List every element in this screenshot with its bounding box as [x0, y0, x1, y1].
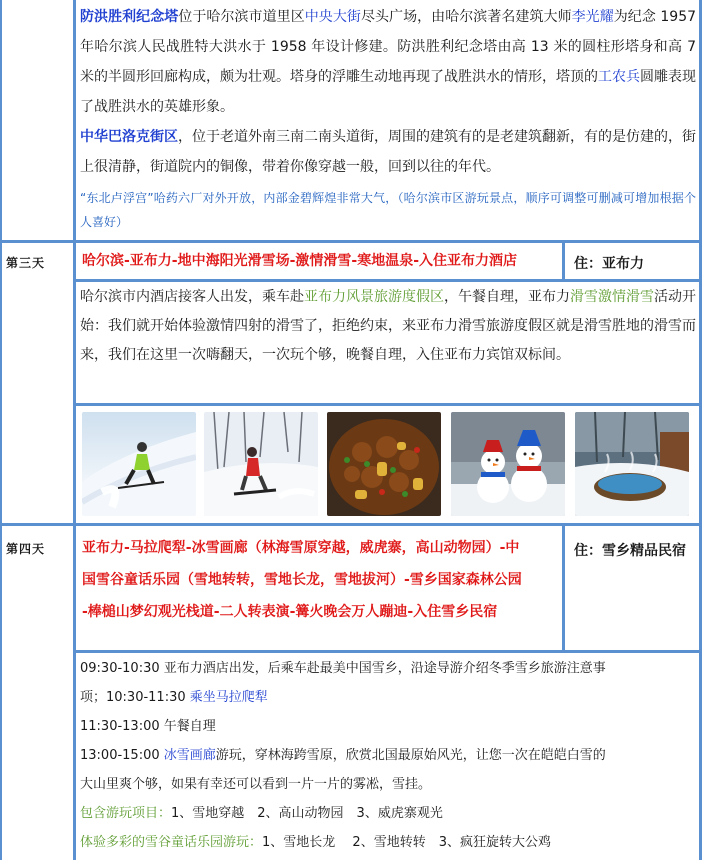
yabuli-resort-name: 亚布力风景旅游度假区 [304, 289, 444, 305]
day4-schedule [80, 654, 696, 857]
included-items-label: 包含游玩项目： [80, 806, 172, 821]
day3-route: 哈尔滨-亚布力-地中海阳光滑雪场-激情滑雪-寒地温泉-入住亚布力酒店 [82, 253, 518, 269]
ski-activity-name: 滑雪激情滑雪 [570, 289, 654, 305]
schedule-line: 11:30-13:00 午餐自理 [80, 719, 216, 734]
baroque-street-text: ，位于老道外南三南二南头道街，周围的建筑有的是老建筑翻新，有的是仿建的，街上很清静，街道院内的铜像，带着你像穿越一般，回到以往的年代。 [80, 129, 696, 175]
braised-chicken-photo [327, 412, 441, 516]
day3-desc-text: 活动开始：我们就开始体验激情四射的滑雪了，拒绝约束，来亚布力滑雪旅游度假区就是滑雪胜地的滑雪而来，我们在这里一次嗨翻天，一次玩个够，晚餐自理，入住亚布力宾馆双标间。 [80, 289, 696, 363]
snow-valley-items: 1、雪地长龙 2、雪地转转 3、疯狂旋转大公鸡 [262, 835, 551, 850]
day4-stay: 住：雪乡精品民宿 [574, 543, 686, 559]
day3-label: 第三天 [6, 256, 46, 270]
skier-photo [82, 412, 196, 516]
day3-stay: 住：亚布力 [574, 256, 644, 272]
schedule-text: 项；10:30-11:30 [80, 690, 190, 705]
horse-sleigh-activity: 乘坐马拉爬犁 [189, 690, 268, 705]
schedule-text: 13:00-15:00 [80, 748, 164, 763]
schedule-line [80, 828, 696, 857]
pharma-factory-note [80, 186, 696, 234]
note-text: “东北卢浮宫”哈药六厂对外开放，内部金碧辉煌非常大气，（哈尔滨市区游玩景点，顺序可调整可删减可增加根据个人喜好） [80, 191, 696, 229]
row-divider [73, 650, 702, 653]
architect-name: 李光耀 [571, 9, 614, 25]
day4-label: 第四天 [6, 542, 46, 556]
flood-memorial-text: 尽头广场，由哈尔滨著名建筑大师 [360, 9, 572, 25]
day4-route-line: -棒槌山梦幻观光栈道-二人转表演-篝火晚会万人蹦迪-入住雪乡民宿 [82, 604, 498, 620]
day3-desc-text: ，午餐自理，亚布力 [444, 289, 570, 305]
table-border-day-column [73, 0, 76, 860]
day3-description [80, 283, 696, 370]
flood-memorial-paragraph [80, 2, 696, 122]
snowboarder-photo [204, 412, 318, 516]
statue-name: 工农兵 [598, 69, 640, 85]
day4-route [82, 532, 554, 628]
schedule-line [80, 683, 696, 712]
table-border-left [0, 0, 2, 860]
snow-valley-label: 体验多彩的雪谷童话乐园游玩： [80, 835, 263, 850]
central-street-link: 中央大街 [304, 9, 361, 25]
table-border-stay-column-day4 [562, 526, 565, 651]
baroque-street-paragraph [80, 122, 696, 182]
day4-route-line: 亚布力-马拉爬犁-冰雪画廊（林海雪原穿越，威虎寨，高山动物园）-中 [82, 540, 520, 556]
flood-memorial-name: 防洪胜利纪念塔 [80, 9, 179, 25]
included-items-list: 1、雪地穿越 2、高山动物园 3、威虎寨观光 [171, 806, 443, 821]
ice-snow-gallery-name: 冰雪画廊 [163, 748, 216, 763]
row-divider [73, 403, 702, 406]
schedule-line: 09:30-10:30 亚布力酒店出发，后乘车赴最美中国雪乡，沿途导游介绍冬季雪乡旅游注意事 [80, 661, 606, 676]
flood-memorial-text: 位于哈尔滨市道里区 [178, 9, 305, 25]
schedule-line [80, 741, 696, 770]
day3-desc-text: 哈尔滨市内酒店接客人出发，乘车赴 [80, 289, 304, 305]
flood-memorial-text: 圆雕表现了战胜洪水的英雄形象。 [80, 69, 696, 115]
snowman-photo [451, 412, 565, 516]
flood-memorial-text: 为纪念 1957 年哈尔滨人民战胜特大洪水于 1958 年设计修建。防洪胜利纪念塔由高 13 米的圆柱形塔身和高 7 米的半圆形回廊构成，颇为壮观。塔身的浮雕生动地再现了战胜洪水的情形，塔顶的 [80, 9, 697, 85]
schedule-line: 大山里爽个够，如果有幸还可以看到一片一片的雾凇，雪挂。 [80, 777, 432, 792]
schedule-line [80, 799, 696, 828]
hot-spring-photo [575, 412, 689, 516]
schedule-text: 游玩，穿林海跨雪原，欣赏北国最原始风光，让您一次在皑皑白雪的 [215, 748, 606, 763]
day4-route-line: 国雪谷童话乐园（雪地转转，雪地长龙，雪地拔河）-雪乡国家森林公园 [82, 572, 522, 588]
row-divider [0, 523, 702, 526]
table-border-stay-column [562, 242, 565, 280]
baroque-street-name: 中华巴洛克街区 [80, 129, 178, 145]
